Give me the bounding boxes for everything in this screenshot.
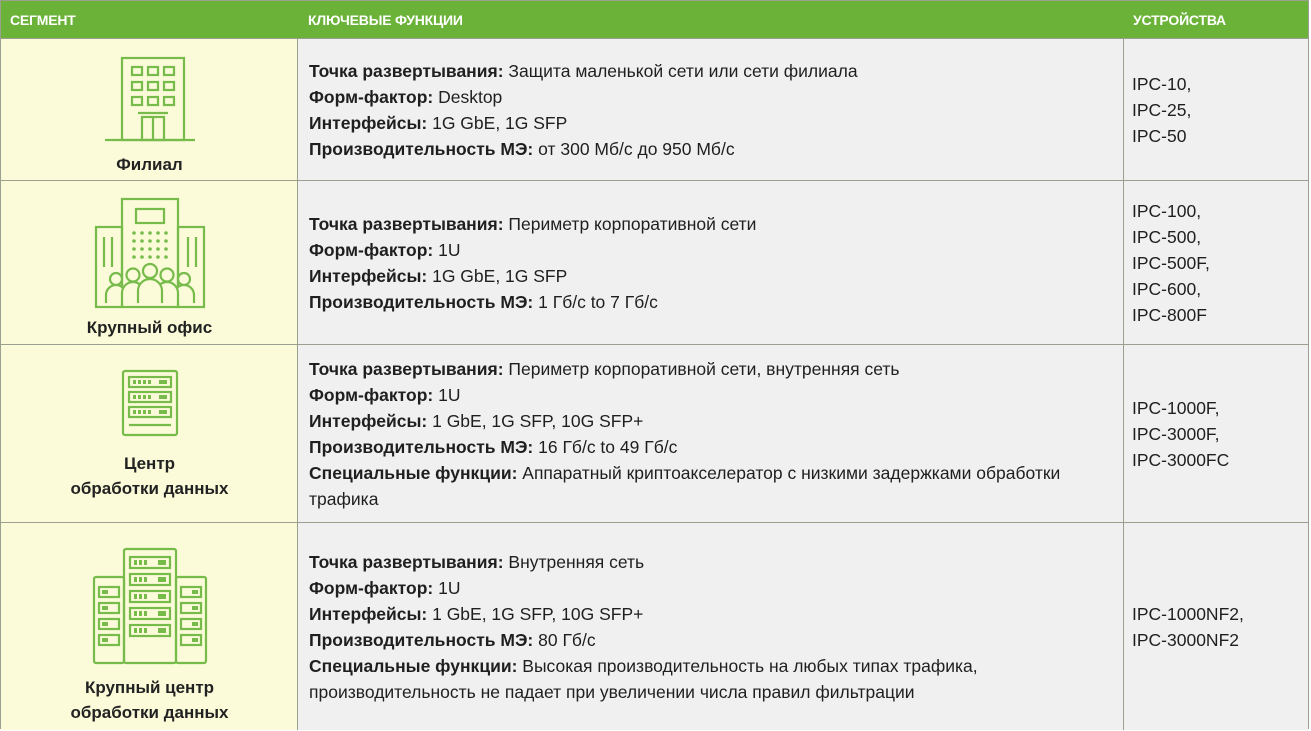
feature-line: Точка развертывания: Периметр корпоративной сети, внутренняя сеть xyxy=(309,358,900,379)
segment-cell xyxy=(1,345,298,522)
table-header xyxy=(1,1,1308,39)
device-item: IPC-50 xyxy=(1132,125,1187,146)
feature-line: Производительность МЭ: от 300 Мб/с до 950 Мб/с xyxy=(309,138,735,159)
segment-label: Филиал xyxy=(116,155,183,174)
header-segment: СЕГМЕНТ xyxy=(10,12,76,28)
device-item: IPC-100, xyxy=(1132,200,1202,221)
devices-cell xyxy=(1124,181,1308,344)
feature-line: Форм-фактор: 1U xyxy=(309,577,461,598)
feature-line: Специальные функции: Высокая производительность на любых типах трафика, производительность не падает при увеличении числа правил фильтрации xyxy=(309,655,978,702)
feature-line: Точка развертывания: Защита маленькой сети или сети филиала xyxy=(309,60,858,81)
devices-cell xyxy=(1124,345,1308,522)
server-rack-icon xyxy=(1,369,298,439)
devices-cell xyxy=(1124,39,1308,180)
segment-label-line1: Центр xyxy=(123,454,176,473)
device-item: IPC-1000F, xyxy=(1132,397,1220,418)
datacenter-racks-icon xyxy=(1,547,298,665)
device-item: IPC-1000NF2, xyxy=(1132,603,1244,624)
feature-line: Форм-фактор: 1U xyxy=(309,384,461,405)
device-item: IPC-25, xyxy=(1132,99,1192,120)
feature-line: Интерфейсы: 1G GbE, 1G SFP xyxy=(309,112,568,133)
features-cell xyxy=(298,39,1124,180)
device-item: IPC-500, xyxy=(1132,226,1202,247)
features-cell xyxy=(298,345,1124,522)
feature-line: Специальные функции: Аппаратный криптоакселератор с низкими задержками обработки трафика xyxy=(309,462,1061,509)
segment-label-line1: Крупный центр xyxy=(84,678,215,697)
feature-line: Форм-фактор: 1U xyxy=(309,239,461,260)
corporate-office-people-icon xyxy=(1,197,298,309)
header-features: КЛЮЧЕВЫЕ ФУНКЦИИ xyxy=(308,12,463,28)
segment-label: Крупный офис xyxy=(86,318,213,337)
feature-line: Производительность МЭ: 80 Гб/с xyxy=(309,629,596,650)
segment-label-line2: обработки данных xyxy=(70,703,229,722)
table-row xyxy=(1,523,1308,730)
segment-cell xyxy=(1,39,298,180)
feature-line: Интерфейсы: 1G GbE, 1G SFP xyxy=(309,265,568,286)
device-item: IPC-3000NF2 xyxy=(1132,629,1239,650)
device-item: IPC-3000FC xyxy=(1132,449,1230,470)
feature-line: Интерфейсы: 1 GbE, 1G SFP, 10G SFP+ xyxy=(309,603,644,624)
segment-cell xyxy=(1,181,298,344)
table-row xyxy=(1,345,1308,523)
device-item: IPC-500F, xyxy=(1132,252,1210,273)
feature-line: Форм-фактор: Desktop xyxy=(309,86,503,107)
devices-cell xyxy=(1124,523,1308,730)
features-cell xyxy=(298,181,1124,344)
segment-label-line2: обработки данных xyxy=(70,479,229,498)
features-cell xyxy=(298,523,1124,730)
device-item: IPC-800F xyxy=(1132,304,1207,325)
header-devices: УСТРОЙСТВА xyxy=(1133,12,1226,28)
feature-line: Точка развертывания: Внутренняя сеть xyxy=(309,551,645,572)
feature-line: Производительность МЭ: 1 Гб/с to 7 Гб/с xyxy=(309,291,658,312)
table-row xyxy=(1,39,1308,181)
feature-line: Точка развертывания: Периметр корпоративной сети xyxy=(309,213,757,234)
feature-line: Интерфейсы: 1 GbE, 1G SFP, 10G SFP+ xyxy=(309,410,644,431)
feature-line: Производительность МЭ: 16 Гб/с to 49 Гб/с xyxy=(309,436,678,457)
device-item: IPC-3000F, xyxy=(1132,423,1220,444)
device-item: IPC-600, xyxy=(1132,278,1202,299)
segment-cell xyxy=(1,523,298,730)
table-row xyxy=(1,181,1308,345)
device-item: IPC-10, xyxy=(1132,73,1192,94)
office-building-icon xyxy=(1,55,298,145)
